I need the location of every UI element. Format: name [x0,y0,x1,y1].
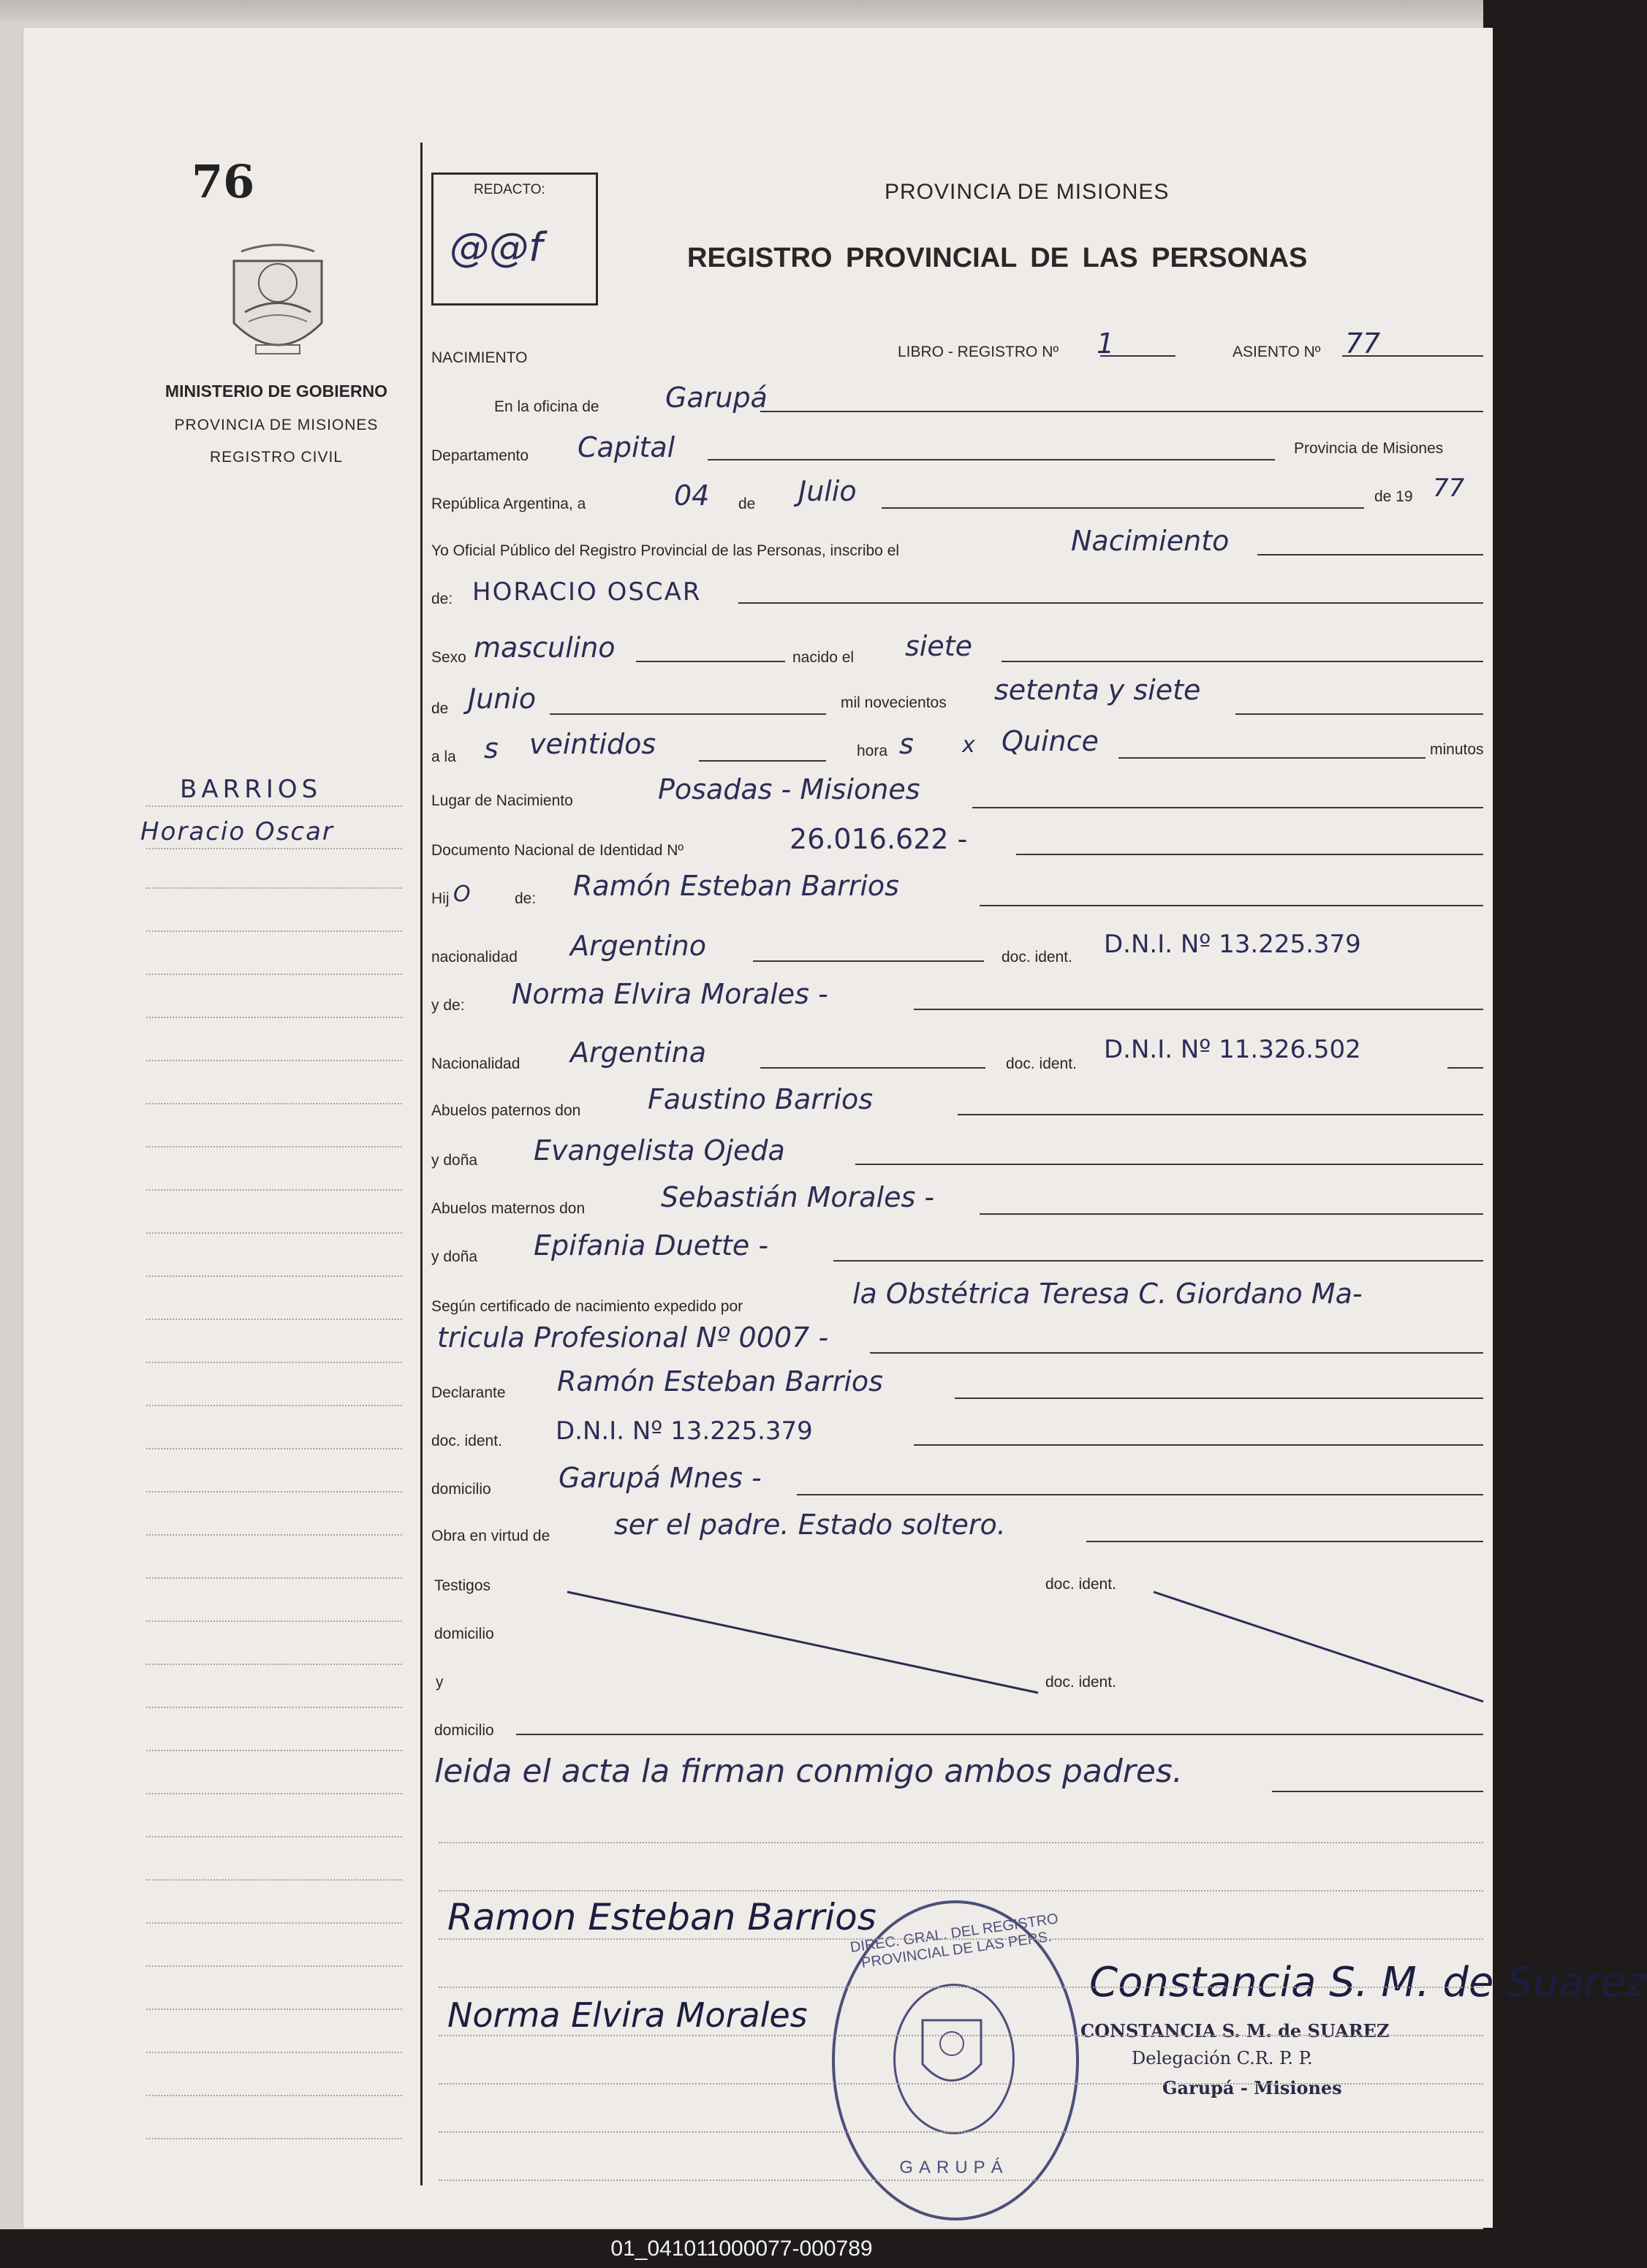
obra-value: ser el padre. Estado soltero. [614,1509,1006,1541]
dni-label: Documento Nacional de Identidad Nº [431,842,684,859]
margin-dotted-line [146,2138,402,2139]
blank-dotted-line [439,2083,1483,2085]
libro-value: 1 [1097,327,1115,360]
minutos-value: Quince [1002,725,1099,757]
day-value: 04 [674,479,710,512]
abuela-materna-value: Epifania Duette - [534,1229,769,1262]
obra-label: Obra en virtud de [431,1528,550,1544]
mes-value: Junio [468,683,537,715]
padre-value: Ramón Esteban Barrios [573,870,899,902]
libro-label: LIBRO - REGISTRO Nº [898,344,1059,360]
margin-dotted-line [146,2052,402,2053]
margin-dotted-line [146,1664,402,1665]
anio-value: setenta y siete [994,674,1201,706]
margin-dotted-line [146,1017,402,1018]
blank-dotted-line [439,2180,1483,2181]
margin-dotted-line [146,1879,402,1881]
margin-dotted-line [146,1448,402,1449]
record-type-label: NACIMIENTO [431,349,528,366]
margin-dotted-line [146,1146,402,1148]
sexo-label: Sexo [431,649,466,666]
year-value: 77 [1433,474,1465,503]
margin-dotted-line [146,848,402,849]
oficina-value: Garupá [665,382,768,414]
leida-value: leida el acta la firman conmigo ambos padres. [434,1753,1183,1790]
y-label: y [436,1674,444,1691]
madre-doc-value: D.N.I. Nº 11.326.502 [1104,1035,1361,1064]
footer-identifier: 01_041011000077-000789 [0,2229,1483,2268]
seal-text-top: DIREC. GRAL. DEL REGISTRO PROVINCIAL DE LAS PERS. [849,1911,1060,1972]
madre-value: Norma Elvira Morales - [512,978,828,1010]
blank-dotted-line [439,2035,1483,2036]
abuela-paterna-value: Evangelista Ojeda [534,1134,785,1167]
province-heading: PROVINCIA DE MISIONES [885,180,1170,204]
margin-surname: BARRIOS [180,775,322,804]
provincia-label: Provincia de Misiones [1294,440,1444,457]
padre-doc-value: D.N.I. Nº 13.225.379 [1104,930,1361,959]
yde-label: y de: [431,997,465,1014]
abuelos-paternos-label: Abuelos paternos don [431,1102,581,1119]
mother-signature: Norma Elvira Morales [447,1995,808,2035]
nacionalidad2-label: Nacionalidad [431,1055,520,1072]
margin-dotted-line [146,2095,402,2096]
hijo-prefix: Hij [431,890,450,907]
ydona-label: y doña [431,1152,478,1169]
margin-dotted-line [146,1793,402,1794]
and-mark: x [962,732,975,758]
sexo-value: masculino [474,632,616,664]
margin-dotted-line [146,1103,402,1104]
margin-dotted-line [146,1750,402,1751]
nacido-value: siete [905,630,973,662]
segun-label: Según certificado de nacimiento expedido por [431,1298,743,1315]
ministry-line3: REGISTRO CIVIL [209,449,344,466]
margin-dotted-line [146,1922,402,1924]
declarante-doc-value: D.N.I. Nº 13.225.379 [556,1416,813,1446]
asiento-label: ASIENTO Nº [1233,344,1321,360]
margin-dotted-line [146,1965,402,1967]
hijo-de-label: de: [515,890,537,907]
nacionalidad-label: nacionalidad [431,949,518,966]
margin-dotted-line [146,1707,402,1708]
margin-dotted-line [146,1189,402,1191]
horas-label: hora [857,743,888,759]
margin-dotted-line [146,930,402,932]
margin-dotted-line [146,1620,402,1622]
republica-label: República Argentina, a [431,496,586,512]
margin-dotted-line [146,1232,402,1234]
blank-dotted-line [439,2131,1483,2133]
ministry-line1: MINISTERIO DE GOBIERNO [164,382,388,401]
margin-dotted-line [146,1060,402,1061]
y-domicilio-label: domicilio [434,1722,494,1739]
declarante-doc-label: doc. ident. [431,1433,502,1449]
blank-dotted-line [439,1938,1483,1940]
declarante-label: Declarante [431,1384,506,1401]
y-doc-label: doc. ident. [1045,1674,1116,1691]
margin-given-name: Horacio Oscar [140,817,334,846]
departamento-label: Departamento [431,447,529,464]
father-signature: Ramon Esteban Barrios [447,1896,876,1938]
inscribo-value: Nacimiento [1071,525,1230,557]
mil-label: mil novecientos [841,694,947,711]
official-stamp-line2: Delegación C.R. P. P. [1132,2048,1313,2068]
margin-dotted-line [146,1577,402,1579]
hora-value: veintidos [529,728,656,760]
blank-dotted-line [439,1842,1483,1843]
dni-value: 26.016.622 - [790,823,968,855]
margin-dotted-line [146,1491,402,1493]
testigos-label: Testigos [434,1577,491,1594]
redacto-label: REDACTO: [474,182,545,197]
nacido-label: nacido el [792,649,855,666]
oficial-label: Yo Oficial Público del Registro Provincial de las Personas, inscribo el [431,542,900,559]
margin-dotted-line [146,2009,402,2010]
testigos-doc-label: doc. ident. [1045,1576,1116,1593]
margin-dotted-line [146,1275,402,1277]
ministry-line2: PROVINCIA DE MISIONES [174,417,379,433]
blank-dotted-line [439,1987,1483,1988]
domicilio-value: Garupá Mnes - [559,1462,762,1494]
margin-dotted-line [146,887,402,889]
margin-dotted-line [146,1836,402,1837]
segun-value2: tricula Profesional Nº 0007 - [437,1321,829,1354]
testigos-domicilio-label: domicilio [434,1626,494,1642]
official-stamp-line3: Garupá - Misiones [1162,2077,1342,2098]
margin-dotted-line [146,1534,402,1536]
padre-nacionalidad-value: Argentino [570,930,706,962]
redacto-initials: @@f [450,224,543,270]
abuelo-materno-value: Sebastián Morales - [661,1181,935,1213]
margin-dotted-line [146,1362,402,1363]
asiento-value: 77 [1345,327,1381,360]
margin-dotted-line [146,974,402,975]
ala-prefix: a la [431,748,456,765]
lugar-label: Lugar de Nacimiento [431,792,573,809]
cancel-stroke [567,1592,1038,1693]
madre-nacionalidad-value: Argentina [570,1036,707,1069]
month-value: Julio [798,475,857,507]
lugar-value: Posadas - Misiones [658,773,920,805]
segun-value1: la Obstétrica Teresa C. Giordano Ma- [852,1278,1363,1310]
cancel-stroke [1154,1592,1483,1702]
ala-suffix: s [484,732,499,765]
ydona2-label: y doña [431,1248,478,1265]
official-signature: Constancia S. M. de Suarez [1089,1959,1647,2006]
departamento-value: Capital [578,431,675,463]
domicilio-label: domicilio [431,1481,491,1498]
minutos-label: minutos [1430,741,1484,758]
hijo-suffix: O [453,881,471,907]
de-label: de [738,496,756,512]
madre-doc-label: doc. ident. [1006,1055,1077,1072]
oficina-label: En la oficina de [494,398,599,415]
horas-suffix: s [899,728,914,760]
year-prefix: de 19 [1374,488,1413,505]
margin-dotted-line [146,1319,402,1320]
margin-dotted-line [146,805,402,807]
padre-doc-label: doc. ident. [1002,949,1072,966]
page-number: 76 [192,155,255,208]
margin-dotted-line [146,1405,402,1406]
de2-label: de: [431,591,453,607]
declarante-value: Ramón Esteban Barrios [557,1365,883,1397]
name-value: HORACIO OSCAR [472,577,702,607]
blank-dotted-line [439,1890,1483,1892]
official-stamp-line1: CONSTANCIA S. M. de SUAREZ [1080,2020,1390,2041]
de3-label: de [431,700,449,717]
seal-text-bottom: GARUPÁ [899,2158,1009,2177]
abuelo-paterno-value: Faustino Barrios [648,1083,874,1115]
registry-title: REGISTRO PROVINCIAL DE LAS PERSONAS [687,243,1308,273]
abuelos-maternos-label: Abuelos maternos don [431,1200,586,1217]
